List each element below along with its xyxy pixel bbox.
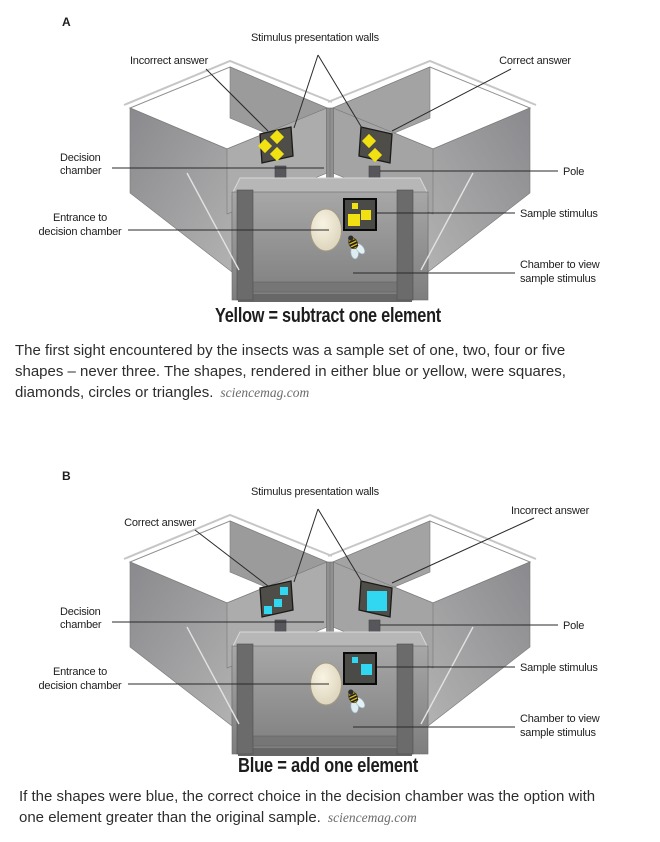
- sample-shape: [352, 657, 358, 663]
- chamber-inner-bar: [252, 282, 408, 292]
- label-sample-stimulus: Sample stimulus: [520, 208, 598, 220]
- source-citation: sciencemag.com: [220, 385, 310, 400]
- label-decision-chamber: Decision: [60, 606, 101, 618]
- chamber-post-right: [397, 190, 413, 300]
- label-decision-chamber: Decision: [60, 152, 101, 164]
- label-stimulus-presentation-walls: Stimulus presentation walls: [251, 486, 379, 498]
- paragraph-line: The first sight encountered by the insects was a sample set of one, two, four or five: [15, 342, 566, 359]
- apparatus-diagram-a: [0, 10, 660, 350]
- panel-letter: A: [62, 15, 71, 29]
- label-entrance: decision chamber: [38, 226, 122, 238]
- article-paragraph-1: [15, 340, 640, 403]
- figure-a: [0, 10, 660, 350]
- label-pole: Pole: [563, 166, 585, 178]
- label-pole: Pole: [563, 620, 585, 632]
- label-chamber-view: Chamber to view: [520, 713, 600, 725]
- label-sample-stimulus: Sample stimulus: [520, 662, 598, 674]
- paragraph-line: If the shapes were blue, the correct choice in the decision chamber was the option with: [19, 788, 596, 805]
- diagram-caption: Blue = add one element: [238, 755, 419, 777]
- chamber-post-right: [397, 644, 413, 754]
- paragraph-line: shapes – never three. The shapes, rendered in either blue or yellow, were squares,: [15, 363, 566, 380]
- stimulus-shape: [274, 599, 282, 607]
- paragraph-line: one element greater than the original sample.: [19, 809, 321, 826]
- label-chamber-view: sample stimulus: [520, 273, 596, 285]
- label-right-answer: Incorrect answer: [510, 505, 590, 517]
- label-entrance: Entrance to: [52, 666, 108, 678]
- panel-letter: B: [62, 469, 71, 483]
- chamber-inner-bar: [252, 736, 408, 746]
- figure-b: [0, 464, 660, 804]
- chamber-post-left: [237, 190, 253, 300]
- label-left-answer: Incorrect answer: [129, 55, 209, 67]
- sample-shape: [361, 210, 371, 220]
- label-entrance: decision chamber: [38, 680, 122, 692]
- stimulus-shape: [367, 591, 387, 611]
- chamber-base: [238, 294, 412, 302]
- label-chamber-view: Chamber to view: [520, 259, 600, 271]
- label-right-answer: Correct answer: [499, 55, 571, 67]
- sample-shape: [352, 203, 358, 209]
- article-paragraph-2: [19, 786, 644, 828]
- label-stimulus-presentation-walls: Stimulus presentation walls: [251, 32, 379, 44]
- label-chamber-view: sample stimulus: [520, 727, 596, 739]
- sample-shape: [361, 664, 372, 675]
- sample-shape: [348, 214, 360, 226]
- apparatus-diagram-b: [0, 464, 660, 804]
- label-entrance: Entrance to: [52, 212, 108, 224]
- label-left-answer: Correct answer: [124, 517, 196, 529]
- stimulus-shape: [264, 606, 272, 614]
- diagram-caption: Yellow = subtract one element: [215, 305, 442, 327]
- chamber-post-left: [237, 644, 253, 754]
- paragraph-line: diamonds, circles or triangles.: [15, 384, 214, 401]
- label-decision-chamber: chamber: [60, 619, 102, 631]
- source-citation: sciencemag.com: [327, 810, 417, 825]
- label-decision-chamber: chamber: [60, 165, 102, 177]
- stimulus-shape: [280, 587, 288, 595]
